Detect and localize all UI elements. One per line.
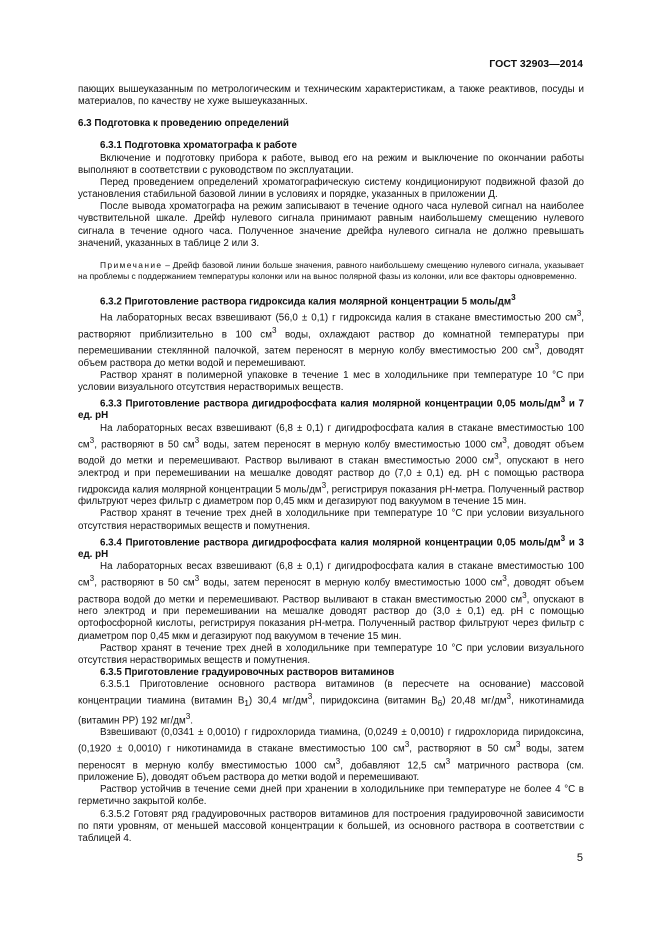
- page-number: 5: [576, 852, 583, 864]
- paragraph-6-3-2-b: Раствор хранят в полимерной упаковке в течение 1 мес в холодильнике при температуре 10 °С при условии визуального отсутствия нерастворимых веществ.: [78, 369, 584, 393]
- paragraph-6-3-3-b: Раствор хранят в течение трех дней в холодильнике при температуре 10 °С при условии визуального отсутствия нерастворимых веществ и помутнения.: [78, 508, 584, 532]
- paragraph-6-3-5-1-b: Взвешивают (0,0341 ± 0,0010) г гидрохлорида тиамина, (0,0249 ± 0,0010) г гидрохлорида пиридоксина, (0,1920 ± 0,0010) г никотинамида в стакане вместимостью 100 $см^3$, растворяют в 50 $см^3$ воды, затем переносят в мерную колбу вместимостью 1000 $см^3$, добавляют 12,5 $см^3$ матричного раствора (см. приложение Б), доводят объем раствора до метки водой и перемешивают.: [78, 727, 585, 784]
- subsection-heading-6-3-1: 6.3.1 Подготовка хроматографа к работе: [100, 140, 297, 152]
- paragraph-6-3-1-a: Включение и подготовку прибора к работе, вывод его на режим и выключение по окончании работы выполняют в соответствии с руководством по эксплуатации.: [78, 152, 584, 176]
- note: [78, 260, 584, 282]
- subsection-heading-6-3-5: 6.3.5 Приготовление градуировочных растворов витаминов: [100, 667, 395, 679]
- paragraph-6-3-1-c: После вывода хроматографа на режим записывают в течение одного часа нулевой сигнал на наиболее чувствительной шкале. Дрейф нулевого сигнала принимают равным наибольшему смещению нулевого сигнала в течение одного часа. Полученное значение дрейфа нулевого сигнала не должно превышать значений, указанных в таблице 2 или 3.: [78, 201, 584, 249]
- paragraph-6-3-5-1-c: Раствор устойчив в течение семи дней при хранении в холодильнике при температуре не более 4 °С в герметично закрытой колбе.: [78, 784, 584, 808]
- document-header: ГОСТ 32903—2014: [489, 58, 583, 70]
- note-label: Примечание: [100, 259, 163, 270]
- paragraph-6-3-2-a: На лабораторных весах взвешивают (56,0 ± 0,1) г гидроксида калия в стакане вместимостью 200 $см^3$, растворяют приблизительно в 100 $см^3$ воды, охлаждают раствор до комнатной температуры при перемешивании стеклянной палочкой, затем переносят в мерную колбу вместимостью 200 $см^3$, доводят объем раствора до метки водой и перемешивают.: [78, 309, 584, 369]
- subsection-heading-6-3-2: 6.3.2 Приготовление раствора гидроксида калия молярной концентрации 5 моль/$дм^3$: [100, 292, 516, 308]
- paragraph-6-3-5-1-a: 6.3.5.1 Приготовление основного раствора витаминов (в пересчете на основание) массовой концентрации тиамина (витамин $В_1$) 30,4 $мг/дм^3$, пиридоксина (витамин $В_6$) 20,48 $мг/дм^3$, никотинамида (витамин РР) 192 $мг/дм^3$.: [78, 679, 584, 726]
- section-heading-6-3: 6.3 Подготовка к проведению определений: [78, 118, 289, 130]
- paragraph-6-3-5-2: 6.3.5.2 Готовят ряд градуировочных растворов витаминов для построения градуировочной зависимости по пяти уровням, от меньшей массовой концентрации к большей, из основного раствора в соответствии с таблицей 4.: [78, 808, 584, 844]
- document-body: [78, 84, 584, 845]
- subsection-heading-6-3-3: 6.3.3 Приготовление раствора дигидрофосфата калия молярной концентрации 0,05 моль/$дм^3$ и 7 ед. рН: [78, 395, 584, 422]
- paragraph-6-3-1-b: Перед проведением определений хроматографическую систему кондиционируют подвижной фазой до установления стабильной базовой линии в условиях и порядке, указанных в приложении Д.: [78, 176, 584, 201]
- subsection-heading-6-3-4: 6.3.4 Приготовление раствора дигидрофосфата калия молярной концентрации 0,05 моль/$дм^3$ и 3 ед. рН: [78, 533, 584, 561]
- paragraph-intro: пающих вышеуказанным по метрологическим и техническим характеристикам, а также реактивов, посуды и материалов, по качеству не хуже вышеуказанных.: [78, 84, 584, 108]
- note-text: – Дрейф базовой линии больше значения, равного наибольшему смещению нулевого сигнала, указывает на проблемы с поддержанием температуры колонки или на вынос полярной фазы из колонки, или все факторы одновременно.: [78, 259, 584, 281]
- paragraph-6-3-3-a: На лабораторных весах взвешивают (6,8 ± 0,1) г дигидрофосфата калия в стакане вместимостью 100 $см^3$, растворяют в 50 $см^3$ воды, затем переносят в мерную колбу вместимостью 1000 $см^3$, доводят объем водой до метки и перемешивают. Раствор выливают в стакан вместимостью 2000 $см^3$, опускают в него электрод и при перемешивании на мешалке доводят раствор до (7,0 ± 0,1) ед. рН с помощью раствора гидроксида калия молярной концентрации 5 моль/$дм^3$, регистрируя показания рН-метра. Полученный раствор фильтруют через фильтр с диаметром пор 0,45 мкм и дегазируют под вакуумом в течение 15 мин.: [78, 422, 584, 508]
- paragraph-6-3-4-a: На лабораторных весах взвешивают (6,8 ± 0,1) г дигидрофосфата калия в стакане вместимостью 100 $см^3$, растворяют в 50 $см^3$ воды, затем переносят в мерную колбу вместимостью 1000 $см^3$, доводят объем раствора водой до метки и перемешивают. Раствор выливают в стакан вместимостью 2000 $см^3$, опускают в него электрод и при перемешивании на мешалке доводят раствор до (3,0 ± 0,1) ед. рН с помощью ортофосфорной кислоты, регистрируя показания рН-метра. Полученный раствор фильтруют через фильтр с диаметром пор 0,45 мкм и дегазируют под вакуумом в течение 15 мин.: [78, 561, 584, 642]
- paragraph-6-3-4-b: Раствор хранят в течение трех дней в холодильнике при температуре 10 °С при условии визуального отсутствия нерастворимых веществ и помутнения.: [78, 642, 584, 666]
